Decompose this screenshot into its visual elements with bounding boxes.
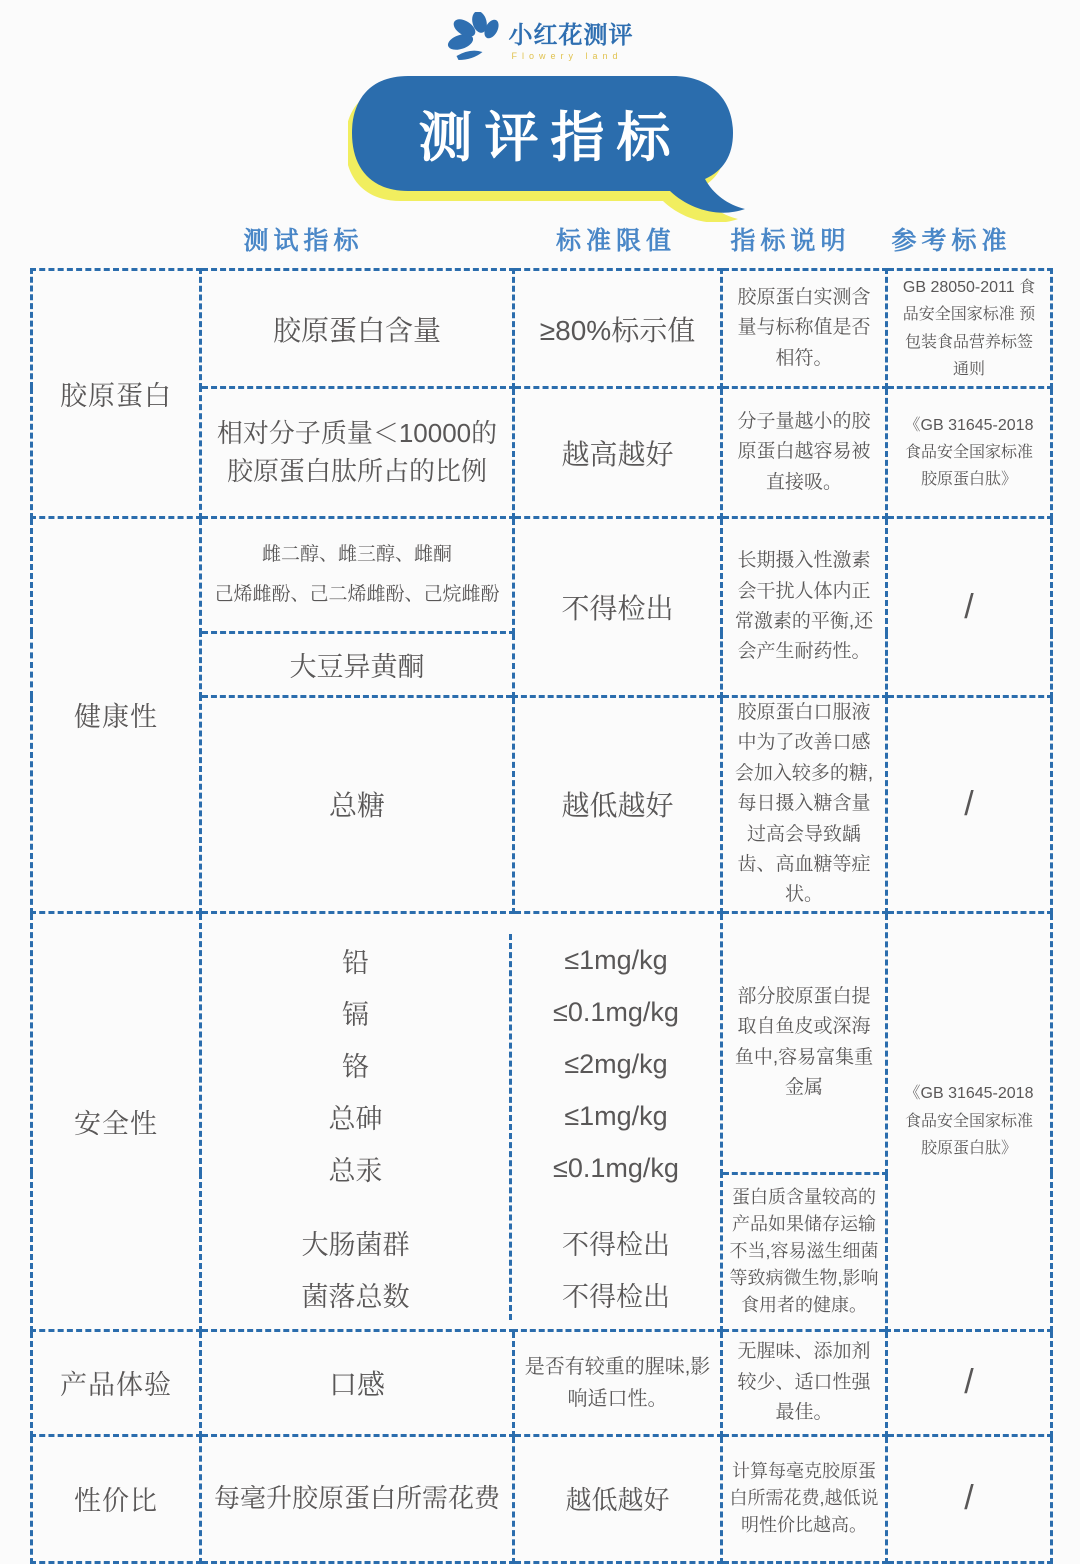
category-safety: 安全性: [32, 912, 201, 1330]
reference-collagen-content: GB 28050-2011 食品安全国家标准 预包装食品营养标签通则: [887, 270, 1052, 388]
indicator-total-sugar: 总糖: [201, 697, 514, 913]
table-row: [32, 1435, 1052, 1562]
table-row: [32, 270, 1052, 388]
indicator-taste: 口感: [201, 1330, 514, 1435]
reference-safety: 《GB 31645-2018 食品安全国家标准 胶原蛋白肽》: [887, 912, 1052, 1330]
reference-total-sugar: /: [887, 697, 1052, 913]
hormones-line1: 雌二醇、雌三醇、雌酮: [261, 544, 452, 566]
category-collagen: 胶原蛋白: [32, 270, 201, 518]
indicator-lead: 铅: [342, 947, 369, 978]
indicator-molecular-weight: 相对分子质量＜10000的胶原蛋白肽所占的比例: [201, 388, 514, 518]
note-collagen-content: 胶原蛋白实测含量与标称值是否相符。: [722, 270, 887, 388]
evaluation-table: [30, 268, 1050, 1564]
table-row: [32, 1330, 1052, 1435]
limit-chromium: ≤2mg/kg: [564, 1048, 668, 1079]
column-header-reference: 参考标准: [891, 227, 1012, 255]
indicator-soy-isoflavone: 大豆异黄酮: [201, 633, 514, 697]
page-title: 测评指标: [418, 108, 683, 168]
limit-coliform: 不得检出: [562, 1229, 670, 1260]
reference-taste: /: [887, 1330, 1052, 1435]
indicator-collagen-content: 胶原蛋白含量: [201, 270, 514, 388]
safety-limit-list: [512, 934, 720, 1320]
brand-logo: [447, 12, 634, 73]
indicator-coliform: 大肠菌群: [301, 1229, 410, 1260]
hormones-line2: 己烯雌酚、己二烯雌酚、己烷雌酚: [214, 584, 500, 605]
note-heavy-metals: 部分胶原蛋白提取自鱼皮或深海鱼中,容易富集重金属: [722, 912, 887, 1173]
limit-lead: ≤1mg/kg: [564, 944, 668, 975]
reference-cost: /: [887, 1435, 1052, 1562]
column-header-test-indicator: 测试指标: [243, 227, 364, 255]
column-header-standard-limit: 标准限值: [555, 227, 676, 255]
limit-mercury: ≤0.1mg/kg: [553, 1152, 679, 1183]
column-header-indicator-note: 指标说明: [730, 227, 851, 255]
note-hormones: 长期摄入性激素会干扰人体内正常激素的平衡,还会产生耐药性。: [722, 518, 887, 697]
category-value: 性价比: [32, 1435, 201, 1562]
flower-icon: [447, 12, 505, 73]
limit-cost: 越低越好: [514, 1435, 722, 1562]
indicator-cadmium: 镉: [342, 999, 369, 1030]
limit-hormones: 不得检出: [514, 518, 722, 697]
note-molecular-weight: 分子量越小的胶原蛋白越容易被直接吸。: [722, 388, 887, 518]
table-row: [32, 518, 1052, 633]
limit-molecular-weight: 越高越好: [514, 388, 722, 518]
note-microbes: 蛋白质含量较高的产品如果储存运输不当,容易滋生细菌等致病微生物,影响食用者的健康。: [722, 1173, 887, 1330]
safety-indicator-list: [202, 934, 512, 1320]
reference-hormones: /: [887, 518, 1052, 697]
category-health: 健康性: [32, 518, 201, 913]
note-taste: 无腥味、添加剂较少、适口性强最佳。: [722, 1330, 887, 1435]
indicator-cost-per-ml: 每毫升胶原蛋白所需花费: [201, 1435, 514, 1562]
limit-total-sugar: 越低越好: [514, 697, 722, 913]
note-cost: 计算每毫克胶原蛋白所需花费,越低说明性价比越高。: [722, 1435, 887, 1562]
indicator-hormones: [201, 518, 514, 633]
indicator-colony-count: 菌落总数: [301, 1281, 410, 1312]
brand-tagline: Flowery land: [511, 51, 623, 61]
limit-taste: 是否有较重的腥味,影响适口性。: [514, 1330, 722, 1435]
limit-cadmium: ≤0.1mg/kg: [553, 996, 679, 1027]
limit-colony-count: 不得检出: [562, 1281, 670, 1312]
indicator-arsenic: 总砷: [328, 1103, 383, 1134]
category-experience: 产品体验: [32, 1330, 201, 1435]
indicator-chromium: 铬: [342, 1051, 369, 1082]
table-row: [32, 912, 1052, 1173]
note-total-sugar: 胶原蛋白口服液中为了改善口感会加入较多的糖,每日摄入糖含量过高会导致龋齿、高血糖等症状。: [722, 697, 887, 913]
reference-molecular-weight: 《GB 31645-2018 食品安全国家标准 胶原蛋白肽》: [887, 388, 1052, 518]
safety-indicators-cell: [201, 912, 722, 1330]
limit-arsenic: ≤1mg/kg: [564, 1100, 668, 1131]
limit-collagen-content: ≥80%标示值: [514, 270, 722, 388]
indicator-mercury: 总汞: [328, 1155, 383, 1186]
brand-name: 小红花测评: [508, 22, 634, 49]
table-column-headers: [30, 222, 1050, 256]
